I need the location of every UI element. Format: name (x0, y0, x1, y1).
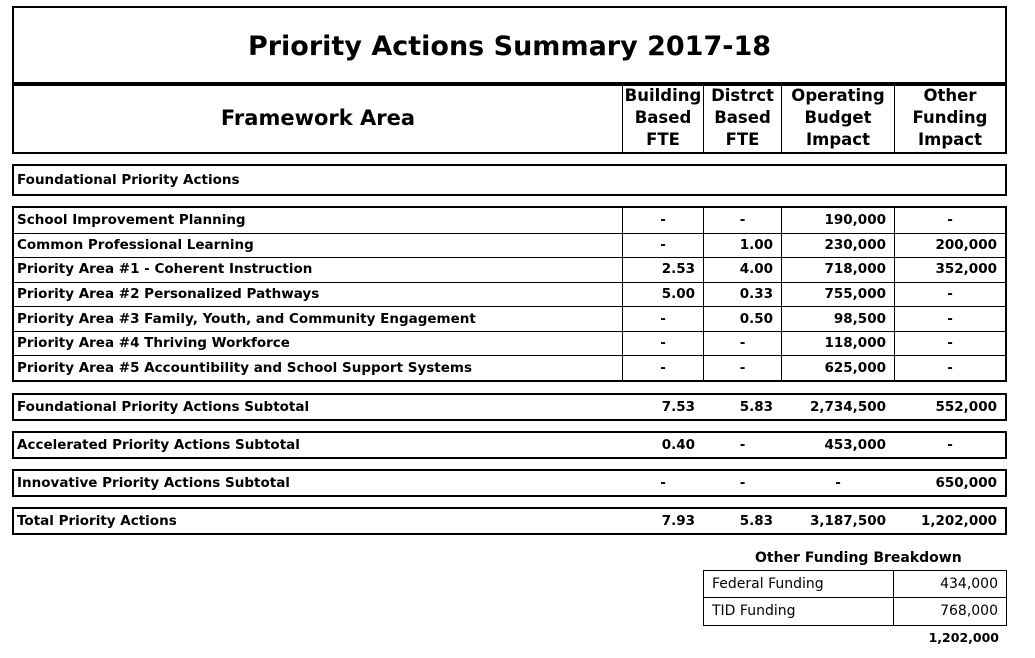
total-row (12, 507, 1007, 535)
district-value: 0.50 (739, 310, 773, 327)
column-header-row (12, 82, 1007, 154)
section-label: Foundational Priority Actions (17, 172, 240, 188)
building-value: 2.53 (661, 261, 695, 278)
other-value: - (947, 335, 953, 352)
row-label: School Improvement Planning (17, 212, 246, 229)
building-value: - (660, 212, 666, 229)
building-value: - (660, 359, 666, 376)
title-box (12, 6, 1007, 86)
district-value: - (739, 475, 746, 491)
operating-value: 3,187,500 (809, 513, 886, 529)
operating-value: 118,000 (824, 335, 886, 352)
district-value: 5.83 (739, 513, 773, 529)
other-value: 552,000 (935, 399, 997, 415)
row-label: Priority Area #5 Accountibility and School Support Systems (17, 359, 473, 376)
operating-value: 625,000 (824, 359, 886, 376)
building-value: - (660, 236, 666, 253)
row-label: Common Professional Learning (17, 236, 254, 253)
breakdown-total: 1,202,000 (928, 630, 999, 645)
operating-value: 755,000 (824, 285, 886, 302)
subtotal-row (12, 393, 1007, 421)
breakdown-row-value: 768,000 (940, 603, 998, 619)
operating-value: 718,000 (824, 261, 886, 278)
building-fte-header: Building Based FTE (624, 86, 702, 149)
other-value: - (947, 359, 953, 376)
operating-value: 2,734,500 (809, 399, 886, 415)
other-value: - (947, 310, 953, 327)
subtotal-row (12, 469, 1007, 497)
operating-value: 230,000 (824, 236, 886, 253)
district-fte-header: Distrct Based FTE (711, 86, 774, 149)
building-value: 0.40 (661, 437, 695, 453)
building-value: 5.00 (661, 285, 695, 302)
breakdown-table (703, 570, 1007, 626)
building-value: - (660, 475, 666, 491)
other-value: - (947, 212, 953, 229)
building-value: 7.93 (661, 513, 695, 529)
other-value: 650,000 (935, 475, 997, 491)
operating-value: 190,000 (824, 212, 886, 229)
operating-value: - (835, 475, 841, 491)
district-value: - (739, 437, 746, 453)
framework-area-header: Framework Area (220, 106, 416, 130)
row-label: Accelerated Priority Actions Subtotal (17, 437, 300, 453)
building-value: - (660, 310, 666, 327)
row-label: Priority Area #2 Personalized Pathways (17, 285, 320, 302)
breakdown-title: Other Funding Breakdown (755, 550, 962, 566)
operating-budget-header: Operating Budget Impact (791, 86, 885, 149)
row-label: Priority Area #4 Thriving Workforce (17, 335, 290, 352)
breakdown-row-label: Federal Funding (712, 576, 824, 592)
subtotal-row (12, 431, 1007, 459)
district-value: - (739, 359, 746, 376)
district-value: 4.00 (739, 261, 773, 278)
breakdown-row-value: 434,000 (940, 576, 998, 592)
row-label: Foundational Priority Actions Subtotal (17, 399, 310, 415)
other-funding-header: Other Funding Impact (912, 86, 988, 149)
other-value: - (947, 437, 953, 453)
building-value: 7.53 (661, 399, 695, 415)
building-value: - (660, 335, 666, 352)
district-value: 0.33 (739, 285, 773, 302)
other-value: - (947, 285, 953, 302)
district-value: 1.00 (739, 236, 773, 253)
priority-actions-table (12, 206, 1007, 382)
row-label: Priority Area #3 Family, Youth, and Community Engagement (17, 310, 476, 327)
page-title: Priority Actions Summary 2017-18 (247, 30, 772, 62)
row-label: Total Priority Actions (17, 513, 177, 529)
district-value: - (739, 335, 746, 352)
other-value: 200,000 (935, 236, 997, 253)
operating-value: 453,000 (824, 437, 886, 453)
other-value: 352,000 (935, 261, 997, 278)
row-label: Priority Area #1 - Coherent Instruction (17, 261, 313, 278)
district-value: - (739, 212, 746, 229)
breakdown-row-label: TID Funding (712, 603, 796, 619)
other-value: 1,202,000 (920, 513, 997, 529)
operating-value: 98,500 (833, 310, 886, 327)
row-label: Innovative Priority Actions Subtotal (17, 475, 290, 491)
foundational-section-box (12, 164, 1007, 196)
district-value: 5.83 (739, 399, 773, 415)
